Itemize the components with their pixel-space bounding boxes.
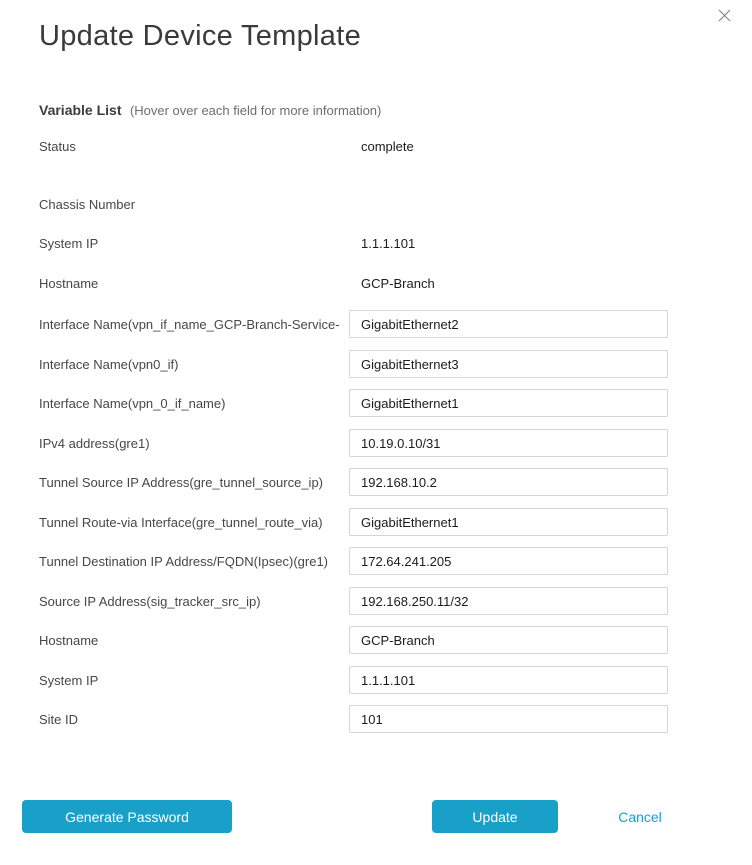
vpn-0-if-name-input[interactable] — [349, 389, 668, 417]
tunnel-route-via-input[interactable] — [349, 508, 668, 536]
field-label: Interface Name(vpn0_if) — [39, 356, 179, 372]
field-row-tunnel-destination — [39, 547, 669, 575]
variable-list-heading: Variable List — [39, 102, 122, 118]
field-row-chassis-number — [39, 190, 669, 218]
field-row-status — [39, 132, 669, 160]
page-title: Update Device Template — [39, 20, 362, 52]
tunnel-source-ip-input[interactable] — [349, 468, 668, 496]
field-row-tunnel-route-via — [39, 508, 669, 536]
hostname-input[interactable] — [349, 626, 668, 654]
variable-list-header — [39, 102, 381, 120]
tunnel-destination-input[interactable] — [349, 547, 668, 575]
field-row-system-ip-editable — [39, 666, 669, 694]
field-row-vpn-if-name — [39, 310, 669, 338]
cancel-button[interactable]: Cancel — [610, 800, 670, 833]
field-row-tunnel-source-ip — [39, 468, 669, 496]
field-row-hostname — [39, 269, 669, 297]
field-label: IPv4 address(gre1) — [39, 435, 150, 451]
field-row-site-id — [39, 705, 669, 733]
vpn-if-name-input[interactable] — [349, 310, 668, 338]
field-label: System IP — [39, 672, 99, 688]
field-label: Hostname — [39, 632, 99, 648]
field-label: Status — [39, 138, 76, 154]
status-value: complete — [361, 138, 414, 154]
field-row-ipv4-gre1 — [39, 429, 669, 457]
field-label: Tunnel Source IP Address(gre_tunnel_source_ip) — [39, 474, 324, 490]
field-label: Tunnel Destination IP Address/FQDN(Ipsec)(gre1) — [39, 553, 329, 569]
vpn0-if-input[interactable] — [349, 350, 668, 378]
field-row-hostname-editable — [39, 626, 669, 654]
field-label: Interface Name(vpn_if_name_GCP-Branch-Service- — [39, 316, 340, 332]
field-row-vpn0-if — [39, 350, 669, 378]
field-label: System IP — [39, 235, 99, 251]
field-label: Source IP Address(sig_tracker_src_ip) — [39, 593, 261, 609]
field-label: Interface Name(vpn_0_if_name) — [39, 395, 226, 411]
system-ip-input[interactable] — [349, 666, 668, 694]
ipv4-gre1-input[interactable] — [349, 429, 668, 457]
close-icon[interactable] — [714, 5, 734, 25]
variable-list-hint: (Hover over each field for more information) — [129, 103, 382, 118]
generate-password-button[interactable]: Generate Password — [22, 800, 232, 833]
hostname-value: GCP-Branch — [361, 275, 435, 291]
sig-tracker-src-ip-input[interactable] — [349, 587, 668, 615]
update-button[interactable]: Update — [432, 800, 558, 833]
field-label: Hostname — [39, 275, 99, 291]
field-label: Site ID — [39, 711, 79, 727]
field-row-sig-tracker-src-ip — [39, 587, 669, 615]
field-label: Chassis Number — [39, 196, 136, 212]
field-label: Tunnel Route-via Interface(gre_tunnel_route_via) — [39, 514, 323, 530]
field-row-system-ip — [39, 229, 669, 257]
system-ip-value: 1.1.1.101 — [361, 235, 416, 251]
field-row-vpn-0-if-name — [39, 389, 669, 417]
site-id-input[interactable] — [349, 705, 668, 733]
